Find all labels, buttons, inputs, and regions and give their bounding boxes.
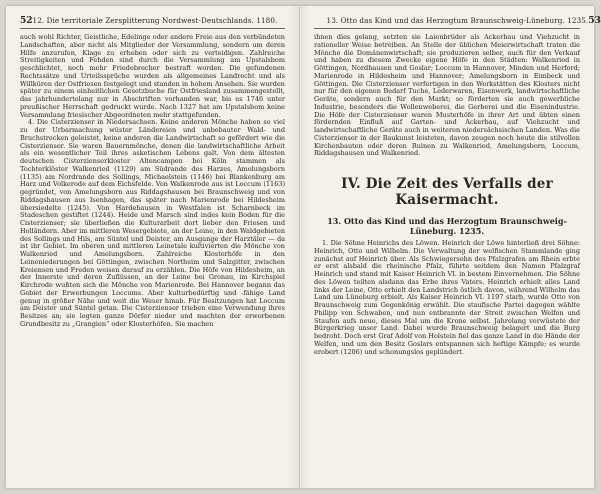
body-text (314, 34, 580, 158)
paragraph: 4. Die Cisterzienser in Niedersachsen. Keine anderen Mönche haben so viel zu der Urbarmachung wüster Ländereien und unbebauter Wald- und Bruchstrecken geleistet, keine anderen die Landwirtschaft so gefördert wie die Cisterzienser. Sie waren Bauernmönche, denen die landwirtschaftliche Arbeit als ein wesentlicher Teil ihres asketischen Lebens galt. Von dem ältesten deutschen Cisterzienserkloster Altencampen bei Köln stammen als Tochterklöster Walkenried (1129) am Südrande des Harzes, Amelungsborn (1135) am Nordrande des Sollings, Michaelstein (1146) bei Blankenburg am Harz und Volkerode auf dem Eichsfelde. Von Walkenrode aus ist Loccum (1163) gegründet, von Amelungsborn aus Riddagshausen bei Braunschweig und von Riddagshausen aus Isenhagen, das später nach Marienrode bei Hildesheim übersiedelte (1245). Von Hardehausen in Westfalen ist Scharnbeck im Stadeschen gestiftet (1244). Heide und Marsch sind indes kein Boden für die Cisterzienser; sie überließen die Kulturarbeit dort lieber den Friesen und Holländern. Aber im mittleren Wesergebiete, an der Leine, in den Waldgebieten des Sollings und Hils, am Süntel und Deister, am Ausgange der Harztäler — da ist ihr Gebiet. Im oberen und mittleren Leinetale kultivierten die Mönche von Walkenried und Amelungsborn. Zahlreiche Klosterhöfe in den Leineniederungen bei Göttingen, zwischen Northeim und Salzgitter, zwischen Kreiensen und Freden weisen darauf zu erzählen. Die Höfe von Hildesheim, an der Innerste und deren Zuflüssen, an der Leine bei Gronau, im Kirchspiel Kirchrode wußten sich die Mönche von Marienrode. Bei Hannover begann das Gebiet der Erwerbungen Loccums. Aber kulturbedürftig und -fähige Land genug in größer Nähe und weit die Weser hinab. Für Besitzungen hat Loccum am Deister und Süntel getan. Die Cisterzienser trieben eine Verwendung ihres Besitzes an; sie legten ganze Dörfer nieder und machten der erworbenen Grundbesitz zu „Grangien“ oder Klosterhöfen. Sie machen (20, 118, 285, 328)
book-spread (6, 6, 601, 488)
running-title: 13. Otto das Kind und das Herzogtum Braunschweig-Lüneburg. 1235. (326, 16, 589, 25)
page-number: 53 (588, 16, 601, 26)
running-header (314, 16, 601, 29)
paragraph: ihnen dies gelang, setzten sie Laienbrüder als Ackerbau und Viehzucht in rationeller Weise betreiben. An Stelle der üblichen Meierwirtschaft traten die Mönche die Domänenwirtschaft; sie produzieren selber, auch für den Verkauf und haben zu diesem Zwecke eigene Höfe in den Städten: Walkenried in Göttingen, Nordhausen und Goslar; Loccum in Hannover, Minden und Herford; Marienrode in Hildesheim und Hannover; Amelungsborn in Eimbeck und Göttingen. Die Cisterzienser verfertigen in den Werkstätten des Klosters nicht nur für den eigenen Bedarf Tuche, Lederwaren, Eisenwerk, landwirtschaftliche Geräte, sondern auch für den Markt; so förderten sie auch gewerbliche Industrie, besonders die Wollenweberei, die Gerberei und die Eisenindustrie. Die Höfe der Cisterzienser waren Musterhöfe in ihrer Art und übten einen fördernden Einfluß auf Garten- und Ackerbau, auf Viehzucht und landwirtschaftliche Geräte auch in weiteren niedersächsischen Landen. Was die Cisterzienser in der Baukunst leisteten, davon zeugen noch heute die stilvollen Kirchenbauten oder deren Ruinen zu Walkenried, Amelungsborn, Loccum, Riddagshausen und Walkenried. (314, 33, 580, 158)
left-page (6, 6, 300, 488)
paragraph: auch wohl Richter, Geistliche, Edelinge oder andere Freie aus den verbündeten Landschaften, aber nicht als Mitglieder der Versammlung, sondern um deren Hilfe anzurufen, Klage zu erheben oder sich zu verteidigen. Zahlreiche Streitigkeiten und Fehden sind durch die Versammlung am Upstalsbom geschlichtet, noch mehr Friedebrecher bestraft worden. Die gefundenen Rechtssätze und Urteilssprüche wurden als allgemeines Landrecht und als Willküren der Ostfriesen festgelegt und standen in hohem Ansehen. Sie wurden später zu einem einheitlichen Gesetzbuche für Ostfriesland zusammengestellt, das jahrhundertelang nur in Abschriften vorhanden war, bis es 1746 unter preußischer Herrschaft gedruckt wurde. Nach 1327 hat am Upstalsbom keine Versammlung friesischer Abgeordneten mehr stattgefunden. (20, 33, 285, 119)
section-title: 13. Otto das Kind und das Herzogtum Braunschweig-Lüneburg. 1235. (327, 216, 567, 236)
gutter-shadow (300, 6, 310, 488)
chapter-title: IV. Die Zeit des Verfalls der Kaisermacht. (341, 176, 553, 208)
section-body-text (314, 240, 580, 356)
running-header (20, 16, 285, 29)
right-page (300, 6, 601, 488)
body-text (20, 34, 285, 329)
gutter-shadow (289, 6, 299, 488)
page-number: 52 (20, 16, 33, 26)
running-title: 12. Die territoriale Zersplitterung Nordwest-Deutschlands. 1180. (32, 16, 278, 25)
paragraph: 1. Die Söhne Heinrichs des Löwen. Heinrich der Löwe hinterließ drei Söhne: Heinrich, Otto und Wilhelm. Die Verwaltung der welfischen Stammlande ging zunächst auf Heinrich über. Als Schwiegersohn des Pfalzgrafen am Rhein erbte er erst alsbald die rheinische Pfalz, führte seitdem den Namen Pfalzgraf Heinrich und stand mit Kaiser Heinrich VI. in bestem Einvernehmen. Die Söhne des Löwen teilten alsdann das Erbe ihres Vaters. Heinrich erhielt alles Land links der Leine, Otto erhielt den Landstrich östlich davon, während Wilhelm das Land um Lüneburg erbielt. Als Kaiser Heinrich VI. 1197 starb, wurde Otto von Braunschweig zum Gegenkönig erwählt. Die staufische Partei dagegen wählte Philipp von Schwaben, und nun entbrannte der Streit zwischen Welfen und Staufen aufs neue, dieses Mal um die Krone selbst. Jahrelang verwüstete der Bürgerkrieg unser Land. Dabei wurde Braunschweig belagert und die Burg bedroht. Doch erst Graf Adolf von Holstein fiel das ganze Land in die Hände der Welfen, und um den Besitz Goslars entspannen sich heftige Kämpfe; es wurde erobert (1206) und schonungslos geplündert. (314, 239, 580, 356)
